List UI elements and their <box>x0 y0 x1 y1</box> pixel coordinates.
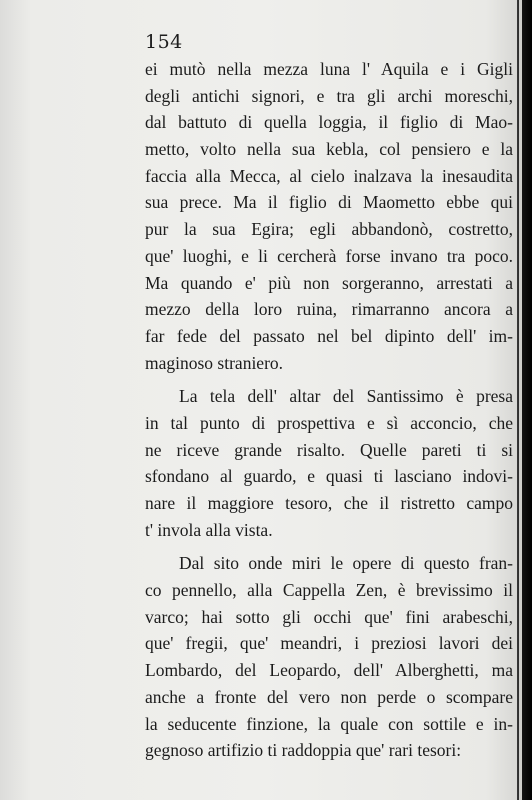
text-line: maginoso straniero. <box>145 352 284 373</box>
text-line: gegnoso artifizio ti raddoppia que' rari tesori: <box>145 740 462 761</box>
text-line: nare il maggiore tesoro, che il ristretto campo <box>145 493 513 513</box>
text-line: t' invola alla vista. <box>145 519 273 540</box>
text-line: la seducente finzione, la quale con sottile e in- <box>145 713 513 734</box>
text-line: que' fregii, que' meandri, i preziosi lavori dei <box>145 633 513 654</box>
text-line: dal battuto di quella loggia, il figlio di Mao- <box>145 112 513 133</box>
paragraph <box>145 56 513 376</box>
text-line: in tal punto di prospettiva e sì acconcio, che <box>145 412 513 433</box>
text-line: varco; hai sotto gli occhi que' fini arabeschi, <box>145 606 513 627</box>
text-line: La tela dell' altar del Santissimo è presa <box>179 386 513 407</box>
text-line: que' luoghi, e li cercherà forse invano tra poco. <box>145 245 513 266</box>
page-text <box>145 56 513 764</box>
text-line: mezzo della loro ruina, rimarranno ancora a <box>145 299 513 320</box>
text-line: sua prece. Ma il figlio di Maometto ebbe qui <box>145 192 513 213</box>
text-line: Lombardo, del Leopardo, dell' Alberghetti, ma <box>145 660 513 681</box>
text-line: pur la sua Egira; egli abbandonò, costretto, <box>145 219 513 240</box>
text-line: ne riceve grande risalto. Quelle pareti ti si <box>145 439 513 460</box>
text-line: co pennello, alla Cappella Zen, è brevissimo il <box>145 580 513 601</box>
text-line: Ma quando e' più non sorgeranno, arrestati a <box>145 272 513 293</box>
text-line: faccia alla Mecca, al cielo inalzava la inesaudita <box>145 165 513 186</box>
text-line: ei mutò nella mezza luna l' Aquila e i Gigli <box>145 59 513 79</box>
page-edge-shadow <box>517 0 532 800</box>
text-line: Dal sito onde miri le opere di questo fran- <box>179 553 513 574</box>
text-line: degli antichi signori, e tra gli archi moreschi, <box>145 85 513 106</box>
text-line: metto, volto nella sua kebla, col pensiero e la <box>145 139 513 160</box>
text-line: sfondano al guardo, e quasi ti lasciano indovi- <box>145 466 513 487</box>
text-line: far fede del passato nel bel dipinto dell' im- <box>145 325 513 346</box>
text-line: anche a fronte del vero non perde o scompare <box>145 686 513 707</box>
paragraph <box>145 550 513 764</box>
paragraph <box>145 383 513 543</box>
page-number: 154 <box>145 31 183 53</box>
